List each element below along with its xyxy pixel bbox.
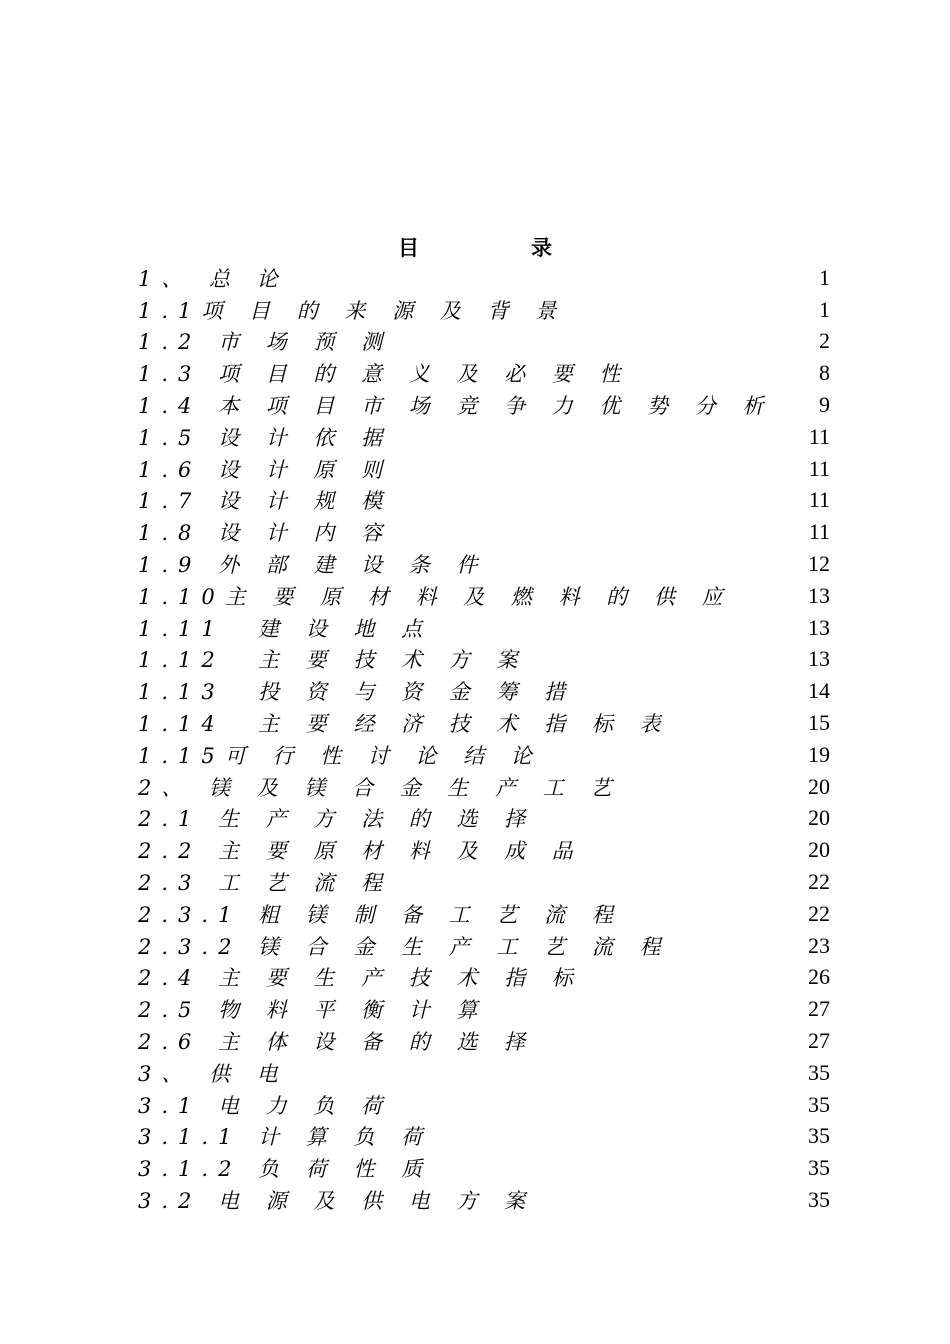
toc-entry-page-number: 12 — [808, 551, 830, 577]
toc-entry[interactable] — [138, 357, 830, 389]
toc-entry[interactable] — [138, 675, 830, 707]
toc-entry-title: 1.3 项 目 的 意 义 及 必 要 性 — [138, 362, 631, 387]
toc-entry-title: 3.2 电 源 及 供 电 方 案 — [138, 1189, 536, 1213]
toc-entry[interactable] — [138, 262, 830, 294]
toc-entry-title: 1.11 建 设 地 点 — [138, 616, 433, 641]
toc-entry[interactable] — [138, 930, 830, 962]
toc-entry-title: 1.2 市 场 预 测 — [138, 330, 393, 355]
toc-entry-title: 2.4 主 要 生 产 技 术 指 标 — [138, 966, 583, 991]
toc-entry-title: 3.1.2 负 荷 性 质 — [138, 1157, 433, 1182]
toc-entry-title: 1.9 外 部 建 设 条 件 — [138, 553, 488, 578]
toc-entry[interactable] — [138, 389, 830, 421]
toc-entry-title: 3.1 电 力 负 荷 — [138, 1093, 393, 1118]
toc-entry-page-number: 13 — [808, 582, 830, 608]
toc-entry-page-number: 26 — [808, 964, 830, 990]
toc-entry-page-number: 22 — [808, 900, 830, 926]
toc-entry-title: 1.12 主 要 技 术 方 案 — [138, 648, 528, 673]
toc-entry[interactable] — [138, 548, 830, 580]
toc-entry[interactable] — [138, 294, 830, 326]
toc-entry-page-number: 1 — [819, 264, 830, 290]
toc-entry[interactable] — [138, 580, 830, 612]
toc-entry[interactable] — [138, 1025, 830, 1057]
toc-entry-title: 1.4 本 项 目 市 场 竞 争 力 优 势 分 析 — [138, 394, 774, 419]
toc-entry[interactable] — [138, 834, 830, 866]
toc-entry-title: 2.6 主 体 设 备 的 选 择 — [138, 1030, 536, 1055]
toc-entry-title: 2.3.1 粗 镁 制 备 工 艺 流 程 — [138, 902, 623, 927]
toc-entry[interactable] — [138, 421, 830, 453]
toc-entry-page-number: 35 — [808, 1187, 830, 1212]
toc-entry[interactable] — [138, 453, 830, 485]
toc-entry-page-number: 35 — [808, 1155, 830, 1181]
toc-entry-title: 1.1项 目 的 来 源 及 背 景 — [138, 298, 567, 323]
toc-entry-title: 3.1.1 计 算 负 荷 — [138, 1125, 433, 1150]
toc-entry-page-number: 1 — [819, 296, 830, 322]
toc-entry-page-number: 27 — [808, 1028, 830, 1054]
toc-entry-page-number: 20 — [808, 773, 830, 799]
toc-entry[interactable] — [138, 993, 830, 1025]
toc-entry-title: 1.8 设 计 内 容 — [138, 521, 393, 546]
toc-entry-title: 3、 供 电 — [138, 1061, 288, 1086]
toc-entry-page-number: 35 — [808, 1123, 830, 1149]
toc-list — [138, 262, 830, 1216]
toc-entry-page-number: 2 — [819, 328, 830, 354]
toc-entry-page-number: 20 — [808, 837, 830, 863]
toc-entry[interactable] — [138, 516, 830, 548]
toc-entry-title: 1.7 设 计 规 模 — [138, 489, 393, 514]
toc-entry-page-number: 19 — [808, 741, 830, 767]
toc-title — [0, 232, 950, 262]
toc-entry-page-number: 22 — [808, 869, 830, 895]
toc-title-left: 目 — [398, 236, 419, 260]
toc-entry-title: 1.6 设 计 原 则 — [138, 457, 393, 482]
toc-entry-page-number: 14 — [808, 678, 830, 704]
toc-entry[interactable] — [138, 707, 830, 739]
toc-entry[interactable] — [138, 1089, 830, 1121]
toc-entry-page-number: 9 — [819, 392, 830, 418]
toc-entry-page-number: 35 — [808, 1059, 830, 1085]
toc-entry-title: 2.3.2 镁 合 金 生 产 工 艺 流 程 — [138, 934, 671, 959]
toc-entry-page-number: 13 — [808, 614, 830, 640]
toc-entry-title: 1.14 主 要 经 济 技 术 指 标 表 — [138, 712, 671, 737]
toc-entry-title: 2.2 主 要 原 材 料 及 成 品 — [138, 839, 583, 864]
toc-entry[interactable] — [138, 1184, 830, 1216]
toc-entry-page-number: 11 — [808, 487, 830, 513]
toc-entry[interactable] — [138, 485, 830, 517]
toc-entry-page-number: 35 — [808, 1091, 830, 1117]
toc-entry[interactable] — [138, 1121, 830, 1153]
toc-entry[interactable] — [138, 644, 830, 676]
toc-entry-title: 1.5 设 计 依 据 — [138, 425, 393, 450]
toc-entry-page-number: 27 — [808, 996, 830, 1022]
toc-entry-title: 2、 镁 及 镁 合 金 生 产 工 艺 — [138, 775, 622, 800]
toc-entry[interactable] — [138, 326, 830, 358]
toc-entry-page-number: 11 — [808, 455, 830, 481]
toc-entry-title: 1、 总 论 — [138, 266, 288, 291]
toc-entry[interactable] — [138, 962, 830, 994]
toc-entry-page-number: 8 — [819, 360, 830, 386]
toc-entry-title: 1.10主 要 原 材 料 及 燃 料 的 供 应 — [138, 584, 733, 609]
toc-entry-title: 1.13 投 资 与 资 金 筹 措 — [138, 680, 576, 705]
toc-entry-title: 2.5 物 料 平 衡 计 算 — [138, 998, 488, 1023]
toc-entry-title: 2.3 工 艺 流 程 — [138, 871, 393, 896]
toc-entry[interactable] — [138, 803, 830, 835]
toc-entry-page-number: 11 — [808, 423, 830, 449]
toc-entry[interactable] — [138, 1057, 830, 1089]
toc-entry[interactable] — [138, 898, 830, 930]
toc-title-right: 录 — [531, 236, 552, 260]
toc-entry[interactable] — [138, 771, 830, 803]
toc-entry[interactable] — [138, 612, 830, 644]
toc-entry-title: 2.1 生 产 方 法 的 选 择 — [138, 807, 536, 832]
toc-entry-page-number: 15 — [808, 710, 830, 736]
toc-entry-page-number: 13 — [808, 646, 830, 672]
toc-entry[interactable] — [138, 739, 830, 771]
toc-entry-page-number: 23 — [808, 932, 830, 958]
toc-entry-title: 1.15可 行 性 讨 论 结 论 — [138, 743, 542, 768]
toc-entry-page-number: 20 — [808, 805, 830, 831]
toc-entry[interactable] — [138, 866, 830, 898]
toc-entry[interactable] — [138, 1152, 830, 1184]
toc-entry-page-number: 11 — [808, 519, 830, 545]
